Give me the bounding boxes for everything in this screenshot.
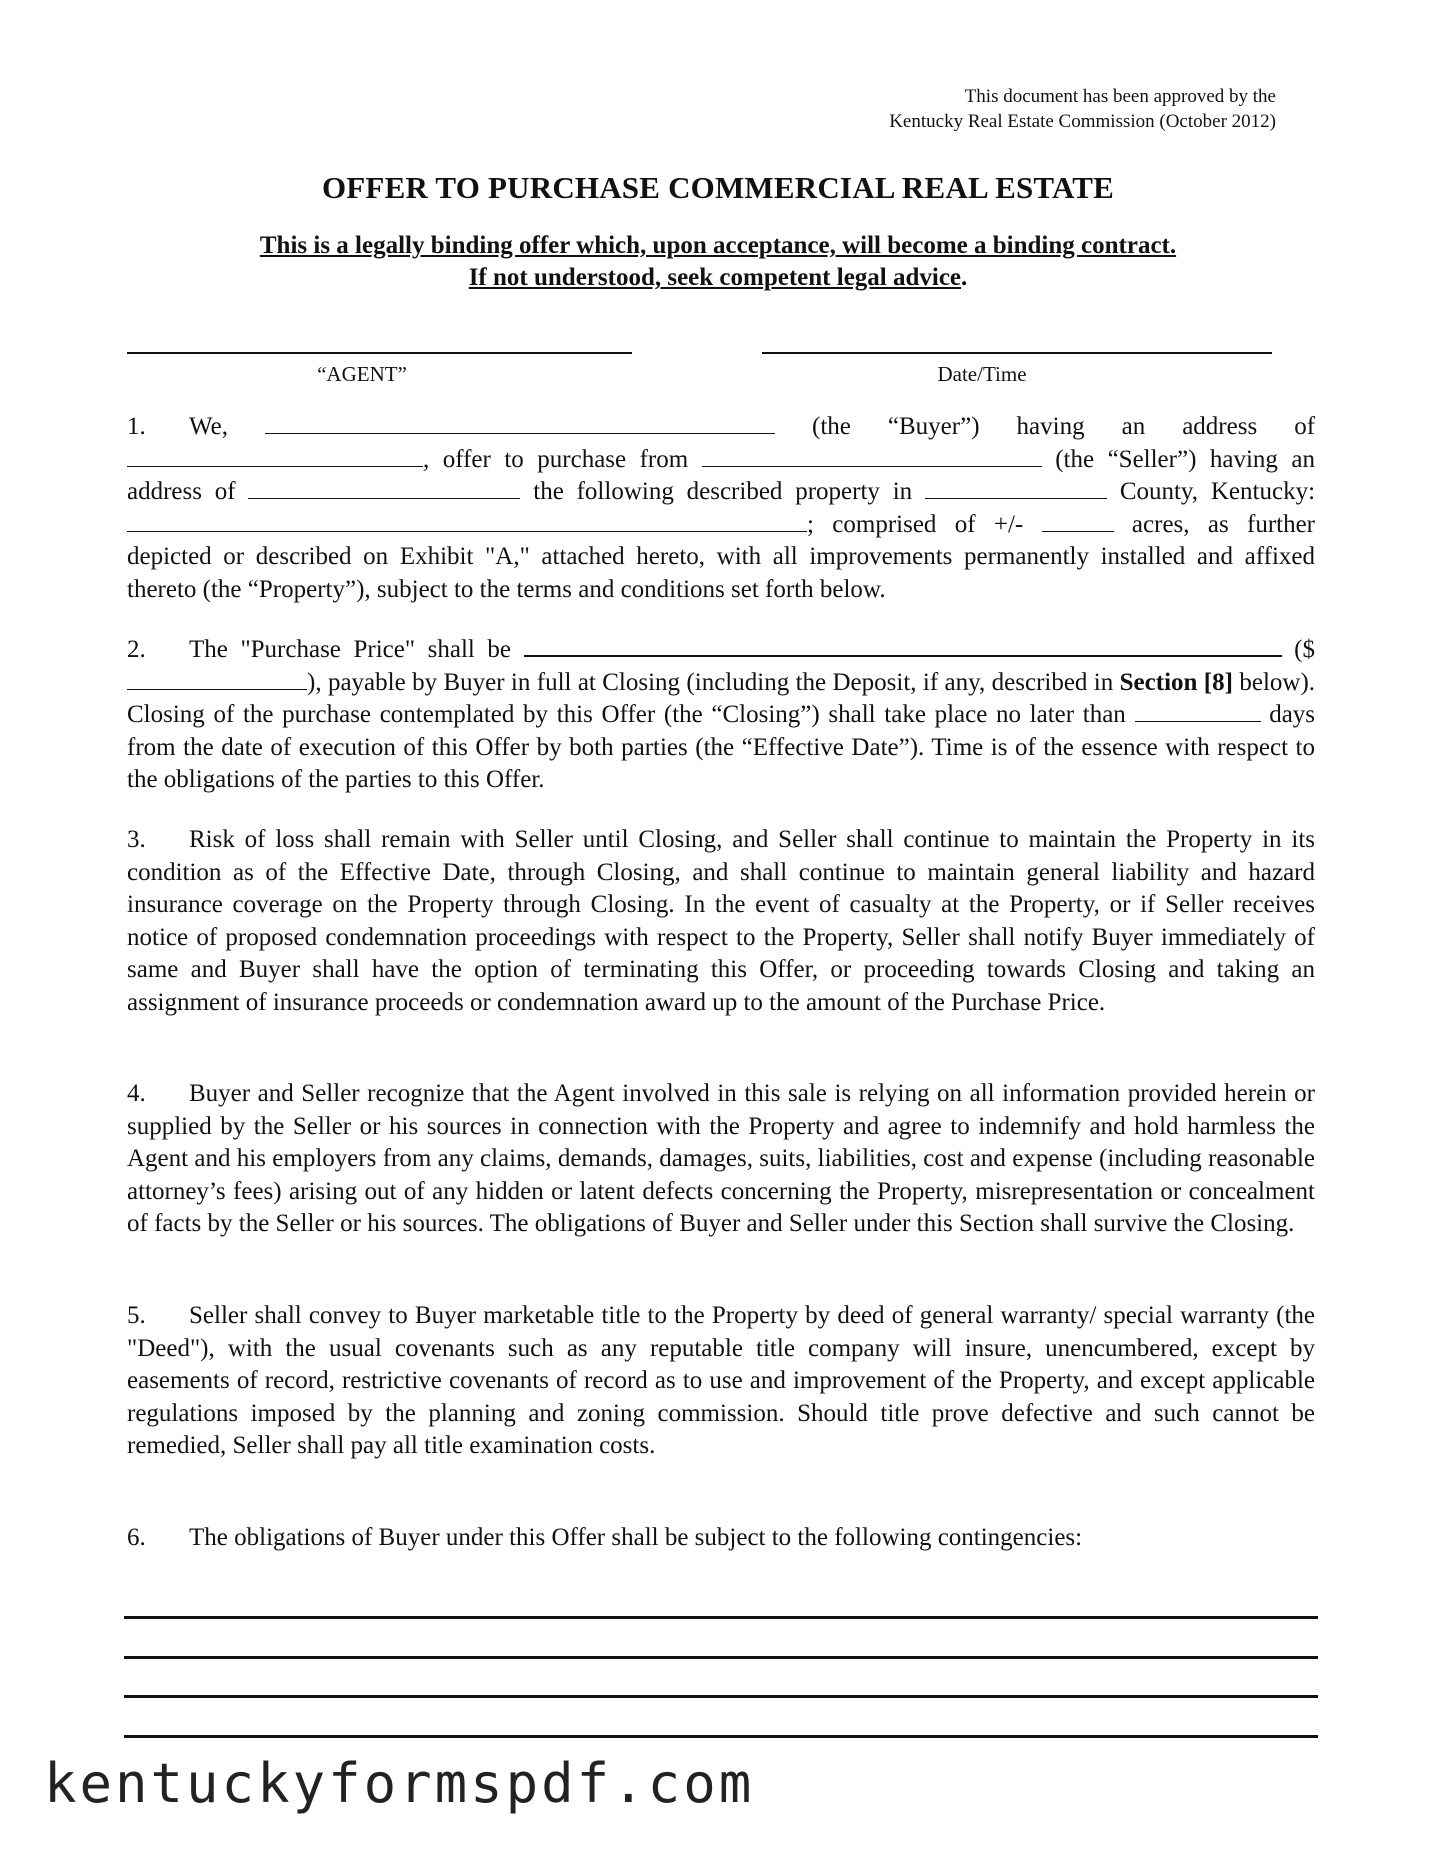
approval-line-2: Kentucky Real Estate Commission (October 2012) xyxy=(889,111,1276,132)
section-3: 3. Risk of loss shall remain with Seller until Closing, and Seller shall continue to maintain the Property in its condition as of the Effective Date, through Closing, and shall continue to maintain general liability and hazard insurance coverage on the Property through Closing. In the event of casualty at the Property, or if Seller receives notice of proposed condemnation proceedings with respect to the Property, Seller shall notify Buyer immediately of same and Buyer shall have the option of terminating this Offer, or proceeding towards Closing and taking an assignment of insurance proceeds or condemnation award up to the amount of the Purchase Price. xyxy=(127,826,1315,1016)
approval-note xyxy=(889,84,1276,134)
section-2: 2. The "Purchase Price" shall be ($), payable by Buyer in full at Closing (including the Deposit, if any, described in Section [8] below). Closing of the purchase contemplated by this Offer (the “Closing”) shall take place no later than days from the date of execution of this Offer by both parties (the “Effective Date”). Time is of the essence with respect to the obligations of the parties to this Offer. xyxy=(127,633,1315,797)
buyer-name-field[interactable] xyxy=(265,411,775,434)
seller-address-field[interactable] xyxy=(248,476,520,499)
agent-label: “AGENT” xyxy=(317,362,407,386)
section-1: 1. We, (the “Buyer”) having an address of , offer to purchase from (the “Seller”) having an address of the following described property in County, Kentucky:; comprised of +/- acres, as further depicted or described on Exhibit "A," attached hereto, with all improvements permanently installed and affixed thereto (the “Property”), subject to the terms and conditions set forth below. xyxy=(127,413,1316,603)
section-4: 4. Buyer and Seller recognize that the Agent involved in this sale is relying on all information provided herein or supplied by the Seller or his sources in connection with the Property and agree to indemnify and hold harmless the Agent and his employers from any claims, demands, damages, suits, liabilities, cost and expense (including reasonable attorney’s fees) arising out of any hidden or latent defects concerning the Property, misrepresentation or concealment of facts by the Seller or his sources. The obligations of Buyer and Seller under this Section shall survive the Closing. xyxy=(127,1080,1315,1238)
contingency-line-1[interactable] xyxy=(124,1616,1318,1619)
closing-days-field[interactable] xyxy=(1135,699,1261,722)
county-field[interactable] xyxy=(925,476,1107,499)
agent-signature-line[interactable] xyxy=(127,352,597,354)
warning-line-1: This is a legally binding offer which, upon acceptance, will become a binding contract. xyxy=(259,232,1177,259)
section-6: 6. The obligations of Buyer under this Offer shall be subject to the following contingencies: xyxy=(127,1524,1083,1551)
seller-name-field[interactable] xyxy=(702,444,1042,467)
datetime-signature-line[interactable] xyxy=(762,352,1272,354)
purchase-price-amount-field[interactable] xyxy=(127,667,307,690)
document-title: OFFER TO PURCHASE COMMERCIAL REAL ESTATE xyxy=(321,170,1115,205)
contingency-line-3[interactable] xyxy=(124,1695,1318,1698)
warning-line-2: If not understood, seek competent legal advice xyxy=(468,264,962,291)
agent-signature-line-segment xyxy=(592,352,632,354)
buyer-address-field[interactable] xyxy=(127,444,423,467)
legal-warning xyxy=(0,230,1436,294)
approval-line-1: This document has been approved by the xyxy=(964,86,1276,107)
contingency-line-4[interactable] xyxy=(124,1735,1318,1738)
property-description-field[interactable] xyxy=(127,509,807,532)
warning-line-2-period: . xyxy=(961,264,968,291)
site-watermark: kentuckyformspdf.com xyxy=(44,1752,755,1815)
datetime-label: Date/Time xyxy=(937,362,1027,386)
acres-field[interactable] xyxy=(1042,509,1114,532)
section-5: 5. Seller shall convey to Buyer marketable title to the Property by deed of general warranty/ special warranty (the "Deed"), with the usual covenants such as any reputable title company will insure, unencumbered, except by easements of record, restrictive covenants of record as to use and improvement of the Property, and except applicable regulations imposed by the planning and zoning commission. Should title prove defective and such cannot be remedied, Seller shall pay all title examination costs. xyxy=(127,1302,1315,1460)
purchase-price-words-field[interactable] xyxy=(524,633,1282,657)
contingency-line-2[interactable] xyxy=(124,1656,1318,1659)
